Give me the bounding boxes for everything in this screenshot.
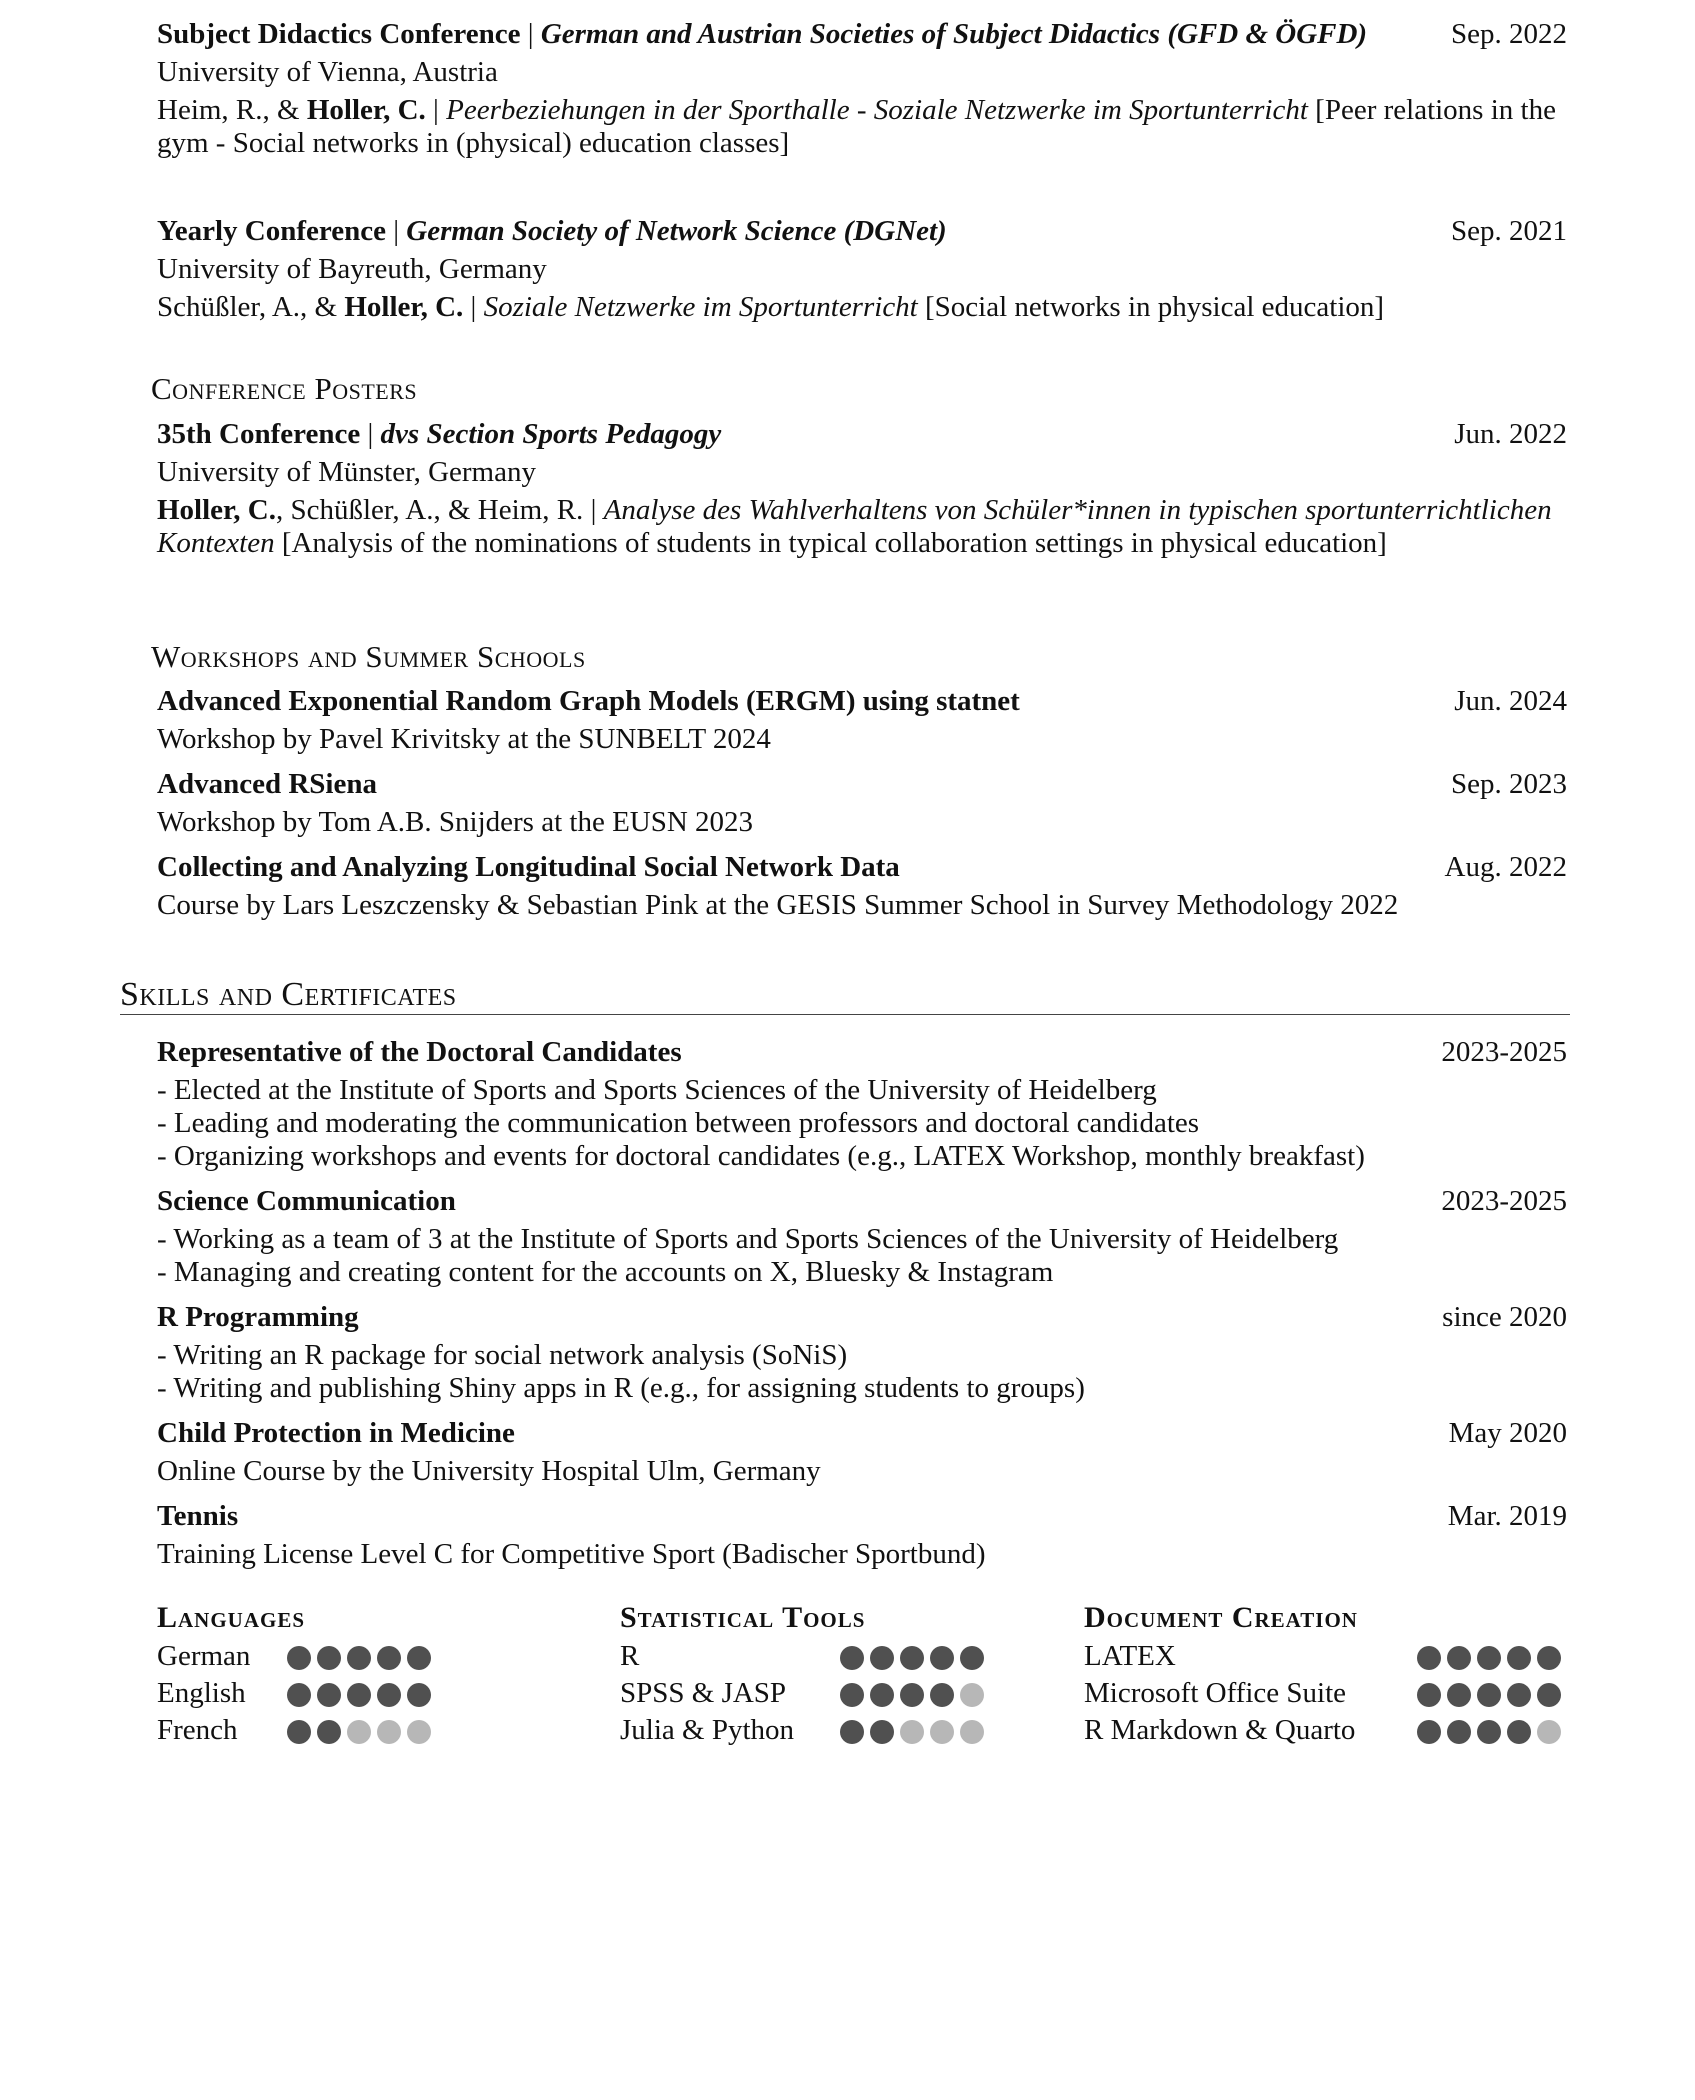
skill-bullet: Online Course by the University Hospital Ulm, Germany [157,1455,821,1487]
poster-title: 35th Conference | dvs Section Sports Pedagogy [157,418,722,450]
rating-dot-filled [317,1720,341,1744]
rating-dots [1417,1646,1567,1670]
rating-dot-filled [347,1646,371,1670]
rating-row [157,1712,617,1749]
rating-dot-filled [870,1720,894,1744]
rating-dot-filled [870,1683,894,1707]
rating-dot-empty [900,1720,924,1744]
rating-dot-filled [1537,1646,1561,1670]
talk-organizer: German Society of Network Science (DGNet) [406,215,947,247]
rating-dot-filled [930,1646,954,1670]
skill-title: Tennis [157,1500,239,1532]
rating-dot-filled [1537,1683,1561,1707]
rating-dot-filled [930,1683,954,1707]
rating-dot-filled [1507,1646,1531,1670]
skill-title: Representative of the Doctoral Candidates [157,1036,682,1068]
talk-name: Yearly Conference [157,215,386,247]
rating-dots [1417,1683,1567,1707]
workshop-title: Advanced Exponential Random Graph Models (ERGM) using statnet [157,685,1020,717]
rating-dot-filled [287,1646,311,1670]
rating-dot-filled [840,1683,864,1707]
skill-date: May 2020 [1448,1417,1567,1449]
workshop-date: Jun. 2024 [1454,685,1567,717]
rating-dot-filled [347,1683,371,1707]
rating-dot-empty [960,1683,984,1707]
rating-dot-filled [1417,1646,1441,1670]
rating-column [157,1598,617,1749]
rating-heading: Statistical Tools [620,1601,866,1634]
rating-dot-filled [287,1683,311,1707]
poster-authors-line: Holler, C., Schüßler, A., & Heim, R. | Analyse des Wahlverhaltens von Schüler*innen in typischen sportunterrichtlichen Kontexten [Analysis of the nominations of students in typical collaboration settings in physical education] [157,494,1552,559]
skill-date: since 2020 [1442,1301,1567,1333]
rating-row [620,1638,1080,1675]
workshop-entry [157,768,1567,839]
rating-column [620,1598,1080,1749]
poster-entry [157,418,1567,560]
talk-date: Sep. 2021 [1451,215,1567,247]
talk-name: Subject Didactics Conference [157,18,521,50]
skill-entry [157,1036,1567,1173]
skill-bullet: - Writing and publishing Shiny apps in R (e.g., for assigning students to groups) [157,1372,1085,1404]
rating-label: R Markdown & Quarto [1084,1714,1356,1746]
rating-label: French [157,1714,238,1746]
skill-bullet: - Working as a team of 3 at the Institute of Sports and Sports Sciences of the University of Heidelberg [157,1223,1339,1255]
paper-translation: [Analysis of the nominations of students in typical collaboration settings in physical education] [281,527,1387,559]
skill-entry [157,1185,1567,1289]
rating-dot-filled [1477,1646,1501,1670]
skill-bullet: Training License Level C for Competitive Sport (Badischer Sportbund) [157,1538,986,1570]
rating-dots [840,1683,990,1707]
rating-dot-empty [960,1720,984,1744]
talk-location: University of Bayreuth, Germany [157,253,547,285]
workshop-title: Collecting and Analyzing Longitudinal Social Network Data [157,851,900,883]
rating-row [157,1638,617,1675]
talk-title: Yearly Conference | German Society of Network Science (DGNet) [157,215,947,247]
workshop-title: Advanced RSiena [157,768,377,800]
rating-label: R [620,1640,640,1672]
paper-title: Soziale Netzwerke im Sportunterricht [483,291,918,323]
rating-row [620,1675,1080,1712]
rating-dots [1417,1720,1567,1744]
rating-dot-empty [407,1720,431,1744]
skill-bullet: - Organizing workshops and events for doctoral candidates (e.g., LATEX Workshop, monthly breakfast) [157,1140,1365,1172]
rating-dot-filled [1447,1646,1471,1670]
workshop-description: Workshop by Pavel Krivitsky at the SUNBELT 2024 [157,723,771,755]
rating-row [1084,1712,1572,1749]
rating-row [1084,1638,1572,1675]
poster-date: Jun. 2022 [1454,418,1567,450]
rating-dot-empty [377,1720,401,1744]
paper-translation: [Social networks in physical education] [925,291,1385,323]
rating-dot-filled [1447,1683,1471,1707]
skill-title: Child Protection in Medicine [157,1417,515,1449]
talk-title: Subject Didactics Conference | German and Austrian Societies of Subject Didactics (GFD & ÖGFD) [157,18,1368,50]
rating-dot-filled [377,1646,401,1670]
rating-dot-filled [1447,1720,1471,1744]
talk-entry [157,18,1567,160]
rating-dot-empty [930,1720,954,1744]
rating-column [1084,1598,1572,1749]
rating-dot-filled [1417,1683,1441,1707]
workshop-entry [157,851,1567,922]
author-highlight: Holler, C. [344,291,464,323]
rating-dot-filled [1417,1720,1441,1744]
rating-dots [287,1720,437,1744]
skill-title: R Programming [157,1301,359,1333]
paper-title: Peerbeziehungen in der Sporthalle - Soziale Netzwerke im Sportunterricht [446,94,1308,126]
talk-date: Sep. 2022 [1451,18,1567,50]
skill-date: 2023-2025 [1441,1185,1567,1217]
rating-dot-filled [900,1683,924,1707]
poster-location: University of Münster, Germany [157,456,536,488]
skill-bullet: - Managing and creating content for the accounts on X, Bluesky & Instagram [157,1256,1054,1288]
skill-date: 2023-2025 [1441,1036,1567,1068]
skill-entry [157,1500,1567,1571]
workshop-description: Course by Lars Leszczensky & Sebastian Pink at the GESIS Summer School in Survey Methodology 2022 [157,889,1399,921]
rating-dot-filled [317,1683,341,1707]
rating-dot-filled [960,1646,984,1670]
workshop-date: Aug. 2022 [1444,851,1567,883]
skill-title: Science Communication [157,1185,456,1217]
rating-label: English [157,1677,246,1709]
skill-date: Mar. 2019 [1447,1500,1567,1532]
rating-dots [840,1646,990,1670]
rating-heading: Languages [157,1601,306,1634]
rating-dot-filled [287,1720,311,1744]
rating-dot-filled [1477,1683,1501,1707]
paper-title: Analyse des Wahlverhaltens von Schüler*innen in typischen sportunterrichtlichen Kontexten [157,494,1552,559]
rating-heading: Document Creation [1084,1601,1358,1634]
rating-label: SPSS & JASP [620,1677,787,1709]
skill-ratings [157,1598,1572,1758]
rating-dot-filled [840,1720,864,1744]
section-heading-skills: Skills and Certificates [120,978,1570,1015]
rating-label: German [157,1640,251,1672]
rating-dot-filled [840,1646,864,1670]
rating-row [157,1675,617,1712]
rating-dot-filled [407,1646,431,1670]
authors: Heim, R., & [157,94,307,126]
rating-dots [287,1646,437,1670]
rating-dots [287,1683,437,1707]
skill-bullet: - Writing an R package for social network analysis (SoNiS) [157,1339,848,1371]
talk-authors-line: Heim, R., & Holler, C. | Peerbeziehungen in der Sporthalle - Soziale Netzwerke im Sportunterricht [Peer relations in the gym - Social networks in (physical) education classes] [157,94,1556,159]
skill-entry [157,1417,1567,1488]
rating-dot-filled [1507,1720,1531,1744]
rating-label: LATEX [1084,1640,1176,1672]
poster-name: 35th Conference [157,418,361,450]
rating-dot-filled [1507,1683,1531,1707]
rating-dot-filled [377,1683,401,1707]
workshop-date: Sep. 2023 [1451,768,1567,800]
rating-label: Julia & Python [620,1714,795,1746]
author-highlight: Holler, C. [157,494,276,526]
authors: Schüßler, A., & [157,291,345,323]
rating-dot-filled [900,1646,924,1670]
talk-organizer: German and Austrian Societies of Subject Didactics (GFD & ÖGFD) [540,18,1368,50]
talk-authors-line: Schüßler, A., & Holler, C. | Soziale Netzwerke im Sportunterricht [Social networks in physical education] [157,291,1385,323]
rating-dot-empty [1537,1720,1561,1744]
workshop-description: Workshop by Tom A.B. Snijders at the EUSN 2023 [157,806,754,838]
rating-row [620,1712,1080,1749]
rating-dot-empty [347,1720,371,1744]
poster-organizer: dvs Section Sports Pedagogy [380,418,722,450]
rating-dot-filled [407,1683,431,1707]
rating-label: Microsoft Office Suite [1084,1677,1347,1709]
skill-bullet: - Leading and moderating the communication between professors and doctoral candidates [157,1107,1200,1139]
talk-entry [157,215,1567,324]
author-highlight: Holler, C. [306,94,426,126]
rating-dot-filled [1477,1720,1501,1744]
rating-dot-filled [317,1646,341,1670]
skill-entry [157,1301,1567,1405]
workshop-entry [157,685,1567,756]
rating-dots [840,1720,990,1744]
skill-bullet: - Elected at the Institute of Sports and Sports Sciences of the University of Heidelberg [157,1074,1157,1106]
rating-row [1084,1675,1572,1712]
authors: , Schüßler, A., & Heim, R. [275,494,584,526]
talk-location: University of Vienna, Austria [157,56,498,88]
subsection-heading-workshops: Workshops and Summer Schools [151,639,586,674]
paper-translation: [Peer relations in the gym - Social networks in (physical) education classes] [157,94,1556,159]
rating-dot-filled [870,1646,894,1670]
subsection-heading-posters: Conference Posters [151,371,418,406]
